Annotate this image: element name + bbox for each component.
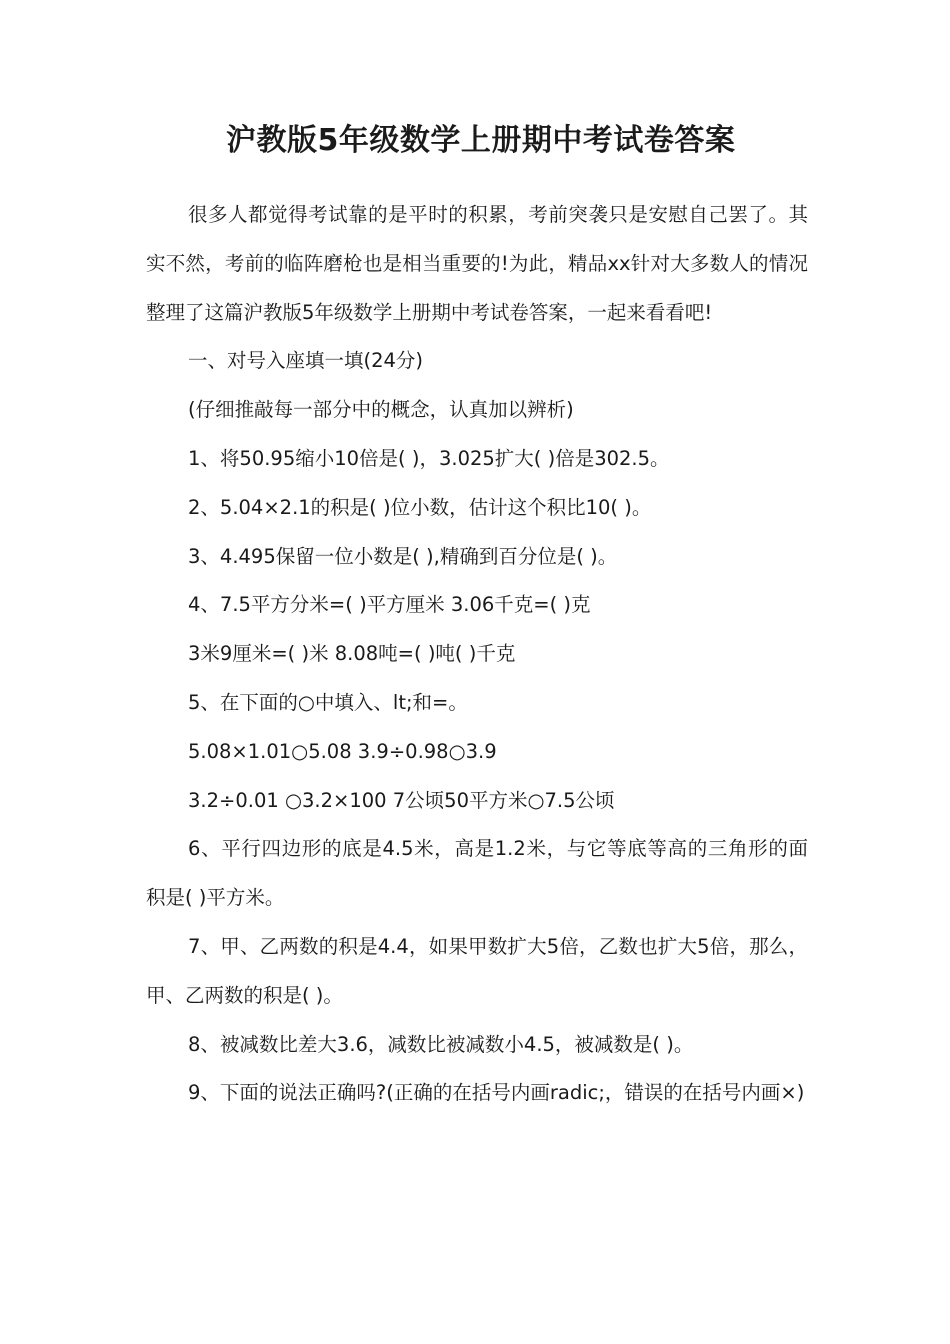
question-3: 3、4.495保留一位小数是( ),精确到百分位是( )。: [188, 544, 618, 568]
question-6: 6、平行四边形的底是4.5米，高是1.2米，与它等底等高的三角形的面积是( )平方米。: [146, 837, 808, 910]
intro-paragraph: 很多人都觉得考试靠的是平时的积累，考前突袭只是安慰自己罢了。其实不然，考前的临阵磨枪也是相当重要的!为此，精品xx针对大多数人的情况整理了这篇沪教版5年级数学上册期中考试卷答案，一起来看看吧!: [146, 203, 808, 324]
question-7: 7、甲、乙两数的积是4.4，如果甲数扩大5倍，乙数也扩大5倍，那么，甲、乙两数的积是( )。: [146, 934, 808, 1007]
question-4: 4、7.5平方分米=( )平方厘米 3.06千克=( )克: [188, 593, 591, 617]
question-1: 1、将50.95缩小10倍是( )，3.025扩大( )倍是302.5。: [188, 446, 670, 470]
question-5-row-2: 3.2÷0.01 ○3.2×100 7公顷50平方米○7.5公顷: [188, 788, 615, 812]
question-5: 5、在下面的○中填入、lt;和=。: [188, 690, 468, 714]
question-2: 2、5.04×2.1的积是( )位小数，估计这个积比10( )。: [188, 495, 652, 519]
document-body: [146, 191, 808, 1118]
question-5-row-1: 5.08×1.01○5.08 3.9÷0.98○3.9: [188, 739, 497, 763]
question-4-continued: 3米9厘米=( )米 8.08吨=( )吨( )千克: [188, 642, 516, 666]
section-heading-fill-in: 一、对号入座填一填(24分): [188, 349, 424, 373]
section-instruction: (仔细推敲每一部分中的概念，认真加以辨析): [188, 398, 574, 422]
question-8: 8、被减数比差大3.6，减数比被减数小4.5，被减数是( )。: [188, 1032, 694, 1056]
document-title: 沪教版5年级数学上册期中考试卷答案: [226, 123, 736, 158]
question-9: 9、下面的说法正确吗?(正确的在括号内画radic;，错误的在括号内画×): [188, 1081, 805, 1105]
